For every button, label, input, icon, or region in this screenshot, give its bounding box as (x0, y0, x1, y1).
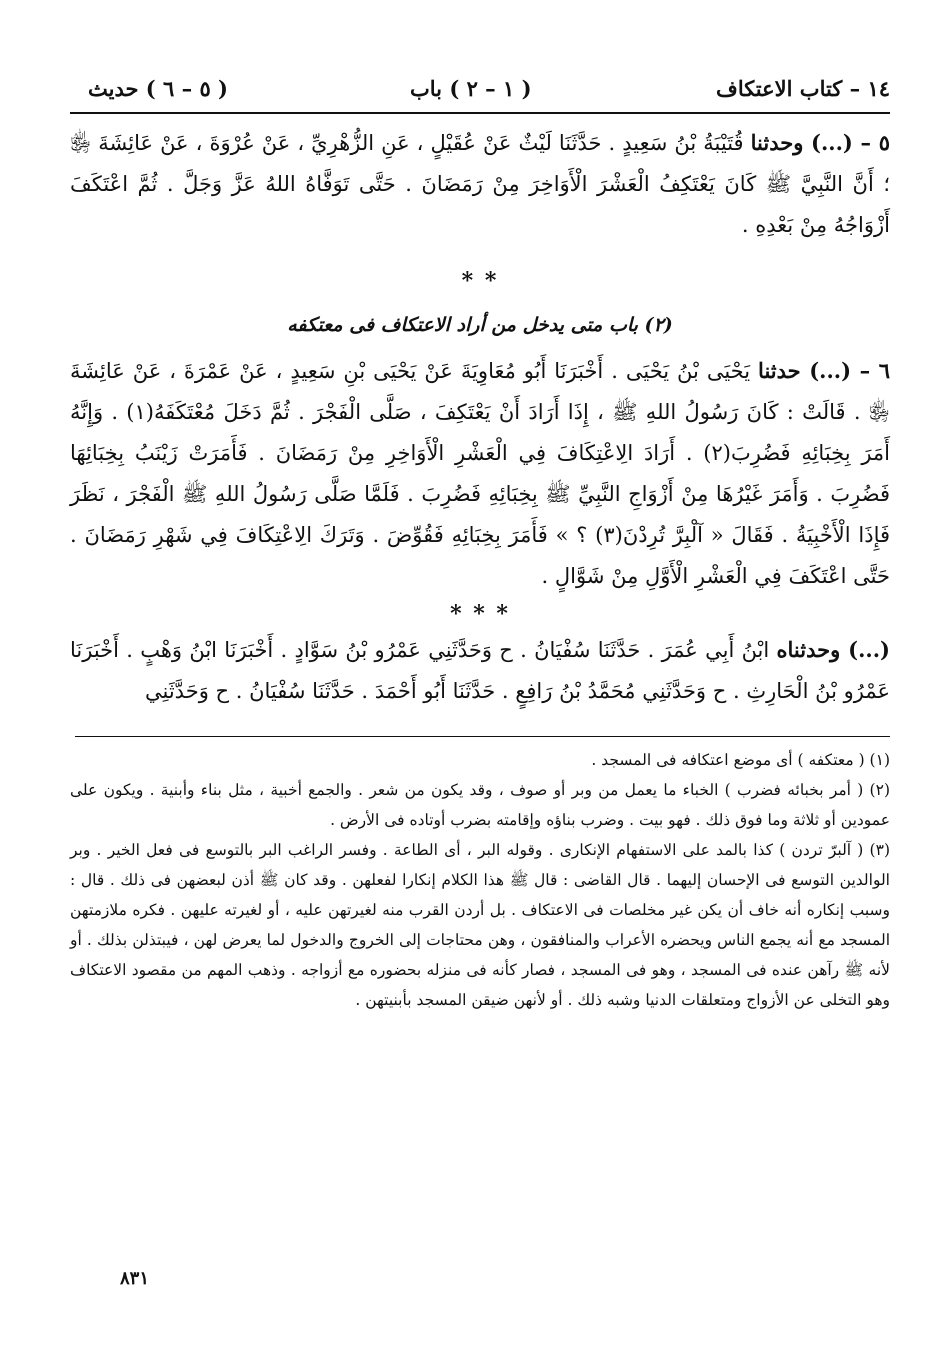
header-hadith-range: ( ٥ – ٦ ) حديث (88, 76, 228, 101)
book-page (70, 70, 890, 1015)
hadith-5 (70, 122, 890, 246)
section-separator: * * * (450, 601, 510, 627)
section-separator: * * (461, 268, 499, 294)
hadith-5-lead: ٥ – (...) وحدثنا (750, 130, 890, 155)
hadith-6 (70, 350, 890, 597)
footnote-1: (١) ( معتكفه ) أى موضع اعتكافه فى المسجد . (591, 751, 890, 769)
running-header (70, 70, 890, 108)
header-rule (70, 112, 890, 114)
hadith-5-text: قُتَيْبَةُ بْنُ سَعِيدٍ . حَدَّثَنَا لَيْثٌ عَنْ عُقَيْلٍ ، عَنِ الزُّهْرِيِّ ، عَنْ عُرْوَةَ ، عَنْ عَائِشَةَ ﵂ ؛ أَنَّ النَّبِيَّ ﷺ كَانَ يَعْتَكِفُ الْعَشْرَ الْأَوَاخِرَ مِنْ رَمَضَانَ . حَتَّى تَوَفَّاهُ اللهُ عَزَّ وَجَلَّ . ثُمَّ اعْتَكَفَ أَزْوَاجُهُ مِنْ بَعْدِهِ . (70, 131, 890, 237)
footnote-rule (75, 736, 890, 737)
page-number: ٨٣١ (120, 1268, 150, 1289)
header-book-title: ١٤ – كتاب الاعتكاف (716, 76, 890, 101)
hadith-6-text: يَحْيَى بْنُ يَحْيَى . أَخْبَرَنَا أَبُو مُعَاوِيَةَ عَنْ يَحْيَى بْنِ سَعِيدٍ ، عَنْ عَمْرَةَ ، عَنْ عَائِشَةَ ﵂ . قَالَتْ : كَانَ رَسُولُ اللهِ ﷺ ، إِذَا أَرَادَ أَنْ يَعْتَكِفَ ، صَلَّى الْفَجْرَ . ثُمَّ دَخَلَ مُعْتَكَفَهُ(١) . وَإِنَّهُ أَمَرَ بِخِبَائِهِ فَضُرِبَ(٢) . أَرَادَ الِاعْتِكَافَ فِي الْعَشْرِ الْأَوَاخِرِ مِنْ رَمَضَانَ . فَأَمَرَتْ زَيْنَبُ بِخِبَائِهَا فَضُرِبَ . وَأَمَرَ غَيْرُهَا مِنْ أَزْوَاجِ النَّبِيِّ ﷺ بِخِبَائِهِ فَضُرِبَ . فَلَمَّا صَلَّى رَسُولُ اللهِ ﷺ الْفَجْرَ ، نَظَرَ فَإِذَا الْأَخْبِيَةُ . فَقَالَ « آلْبِرَّ تُرِدْنَ(٣) ؟ » فَأَمَرَ بِخِبَائِهِ فَقُوِّضَ . وَتَرَكَ الِاعْتِكَافَ فِي شَهْرِ رَمَضَانَ . حَتَّى اعْتَكَفَ فِي الْعَشْرِ الْأَوَّلِ مِنْ شَوَّالٍ . (70, 359, 891, 588)
footnote-2: (٢) ( أمر بخبائه فضرب ) الخباء ما يعمل من وبر أو صوف ، وقد يكون من شعر . والجمع أخبية ، مثل بناء وأبنية . ويكون على عمودين أو ثلاثة وما فوق ذلك . فهو بيت . وضرب بناؤه وإقامته بضرب أوتاده فى الأرض . (70, 781, 890, 829)
hadith-6-chain-text: ابْنُ أَبِي عُمَرَ . حَدَّثَنَا سُفْيَانُ . ح وَحَدَّثَنِي عَمْرُو بْنُ سَوَّادٍ . أَخْبَرَنَا ابْنُ وَهْبٍ . أَخْبَرَنَا عَمْرُو بْنُ الْحَارِثِ . ح وَحَدَّثَنِي مُحَمَّدُ بْنُ رَافِعٍ . حَدَّثَنَا أَبُو أَحْمَدَ . حَدَّثَنَا سُفْيَانُ . ح وَحَدَّثَنِي (70, 638, 890, 703)
hadith-6-chain-lead: (...) وحدثناه (776, 637, 890, 662)
header-chapter-range: ( ١ – ٢ ) باب (410, 76, 532, 101)
hadith-6-lead: ٦ – (...) حدثنا (758, 358, 890, 383)
chapter-title: (٢) باب متى يدخل من أراد الاعتكاف فى معتكفه (287, 314, 673, 336)
footnote-3: (٣) ( آلبرّ تردن ) كذا بالمد على الاستفهام الإنكارى . وقوله البر ، أى الطاعة . وفسر الراغب البر بالتوسع فى فعل الخير . وبر الوالدين التوسع فى الإحسان إليهما . قال القاضى : قال ﷺ هذا الكلام إنكارا لفعلهن . وقد كان ﷺ أذن لبعضهن فى ذلك . قال : وسبب إنكاره أنه خاف أن يكن غير مخلصات فى الاعتكاف . بل أردن القرب منه لغيرتهن عليه ، أو لغيرته عليهن . فكره ملازمتهن المسجد مع أنه يجمع الناس ويحضره الأعراب والمنافقون ، وهن محتاجات إلى الخروج والدخول لما يعرض لهن ، فيبتذلن بذلك . أو لأنه ﷺ رآهن عنده فى المسجد ، وهو فى المسجد ، فصار كأنه فى منزله بحضوره مع أزواجه . وذهب المهم من مقصود الاعتكاف وهو التخلى عن الأزواج ومتعلقات الدنيا وشبه ذلك . أو لأنهن ضيقن المسجد بأبنيتهن . (70, 841, 890, 1009)
hadith-6-chain (70, 629, 890, 712)
